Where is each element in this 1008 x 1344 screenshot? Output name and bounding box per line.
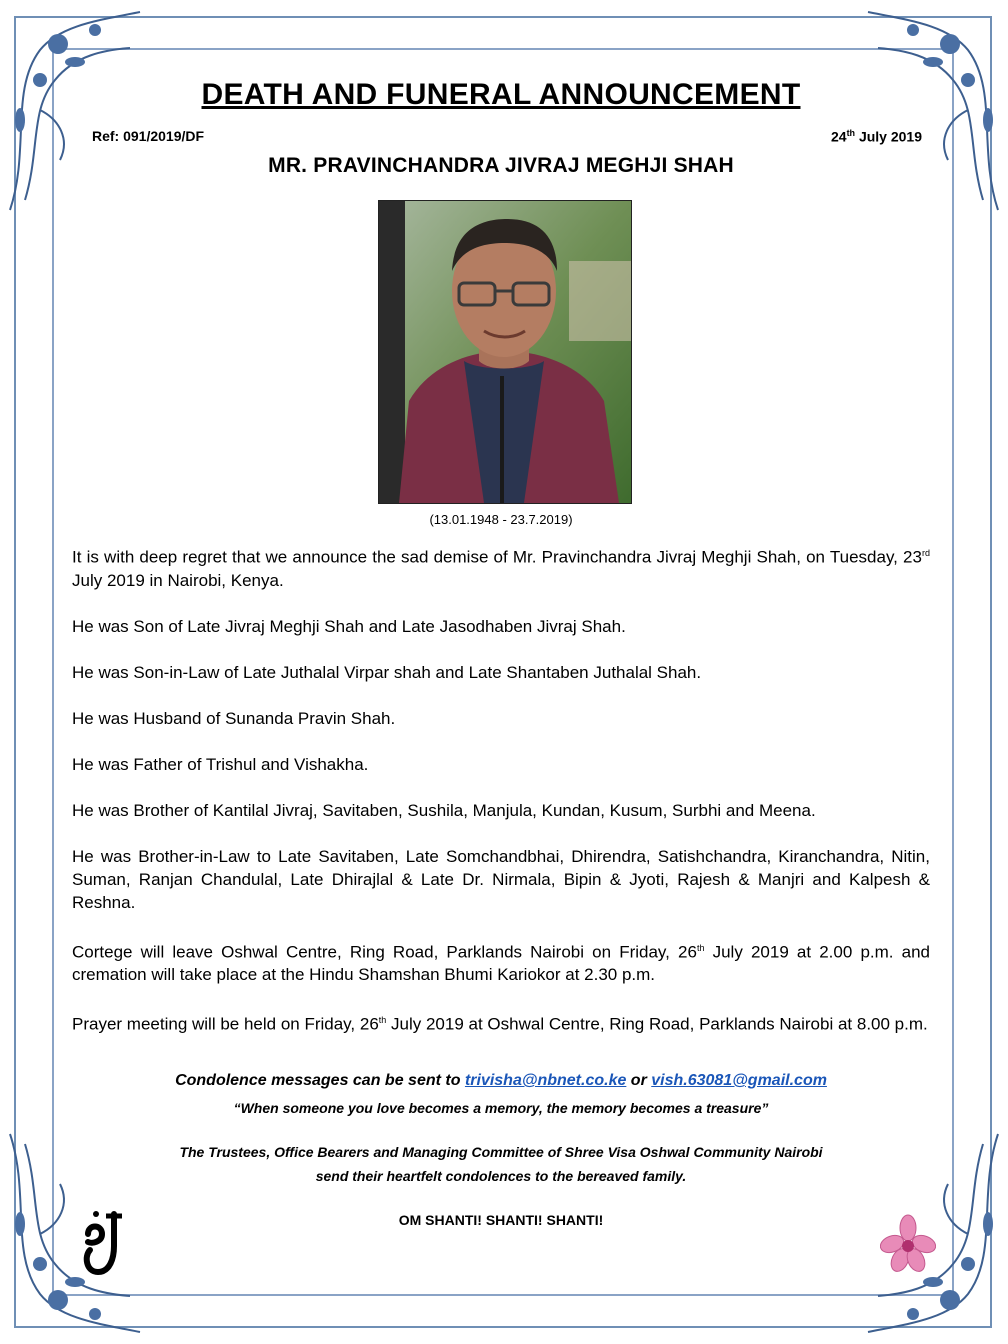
paragraph-siblings: He was Brother of Kantilal Jivraj, Savitaben, Sushila, Manjula, Kundan, Kusum, Surbhi and Meena. (72, 800, 816, 820)
date-month-year: July 2019 (855, 128, 922, 145)
paragraph-in-laws: He was Son-in-Law of Late Juthalal Virpar shah and Late Shantaben Juthalal Shah. (72, 662, 702, 682)
paragraph-parents: He was Son of Late Jivraj Meghji Shah and Late Jasodhaben Jivraj Shah. (72, 616, 626, 636)
paragraph-spouse: He was Husband of Sunanda Pravin Shah. (72, 708, 396, 728)
announcement-content (72, 78, 930, 1228)
deceased-name: MR. PRAVINCHANDRA JIVRAJ MEGHJI SHAH (268, 154, 734, 177)
date-day: 24 (830, 128, 847, 145)
om-jain-symbol-icon (80, 1206, 124, 1280)
condolence-line: Condolence messages can be sent to trivisha@nbnet.co.ke or vish.63081@gmail.com (175, 1072, 827, 1089)
portrait-photo (378, 200, 632, 504)
reference-number: Ref: 091/2019/DF (92, 128, 205, 144)
announcement-date (831, 128, 922, 145)
date-suffix: th (846, 128, 856, 138)
email-link-trivisha[interactable]: trivisha@nbnet.co.ke (464, 1072, 627, 1089)
trustees-message (72, 1140, 930, 1188)
portrait-photo-icon (379, 201, 631, 503)
closing-prayer: OM SHANTI! SHANTI! SHANTI! (398, 1212, 604, 1228)
email-link-vish[interactable]: vish.63081@gmail.com (651, 1072, 827, 1089)
paragraph-siblings-in-law: He was Brother-in-Law to Late Savitaben, Late Somchandbhai, Dhirendra, Satishchandra, Kiranchandra, Nitin, Suman, Ranjan Chandulal, Late Dhirajlal & Late Dr. Nirmala, Bipin & Jyoti, Rajesh & Manjri and Kalpesh & Reshna. (72, 846, 930, 912)
ref-date-row (72, 128, 930, 150)
trustees-line-2: send their heartfelt condolences to the bereaved family. (315, 1168, 687, 1184)
paragraph-cortege: Cortege will leave Oshwal Centre, Ring Road, Parklands Nairobi on Friday, 26th July 2019 at 2.00 p.m. and cremation will take place at the Hindu Shamshan Bhumi Kariokor at 2.30 p.m. (72, 942, 930, 985)
life-dates: (13.01.1948 - 23.7.2019) (429, 512, 573, 527)
announcement-body (72, 542, 930, 1059)
paragraph-prayer-meeting: Prayer meeting will be held on Friday, 26th July 2019 at Oshwal Centre, Ring Road, Parklands Nairobi at 8.00 p.m. (72, 1014, 928, 1034)
trustees-line-1: The Trustees, Office Bearers and Managing Committee of Shree Visa Oshwal Community Nairobi (179, 1144, 823, 1160)
memorial-quote: “When someone you love becomes a memory, the memory becomes a treasure” (233, 1100, 769, 1116)
paragraph-demise: It is with deep regret that we announce the sad demise of Mr. Pravinchandra Jivraj Meghji Shah, on Tuesday, 23rd July 2019 in Nairobi, Kenya. (72, 547, 930, 590)
orchid-flower-icon (880, 1214, 936, 1276)
page-title: DEATH AND FUNERAL ANNOUNCEMENT (201, 78, 801, 111)
paragraph-children: He was Father of Trishul and Vishakha. (72, 754, 369, 774)
